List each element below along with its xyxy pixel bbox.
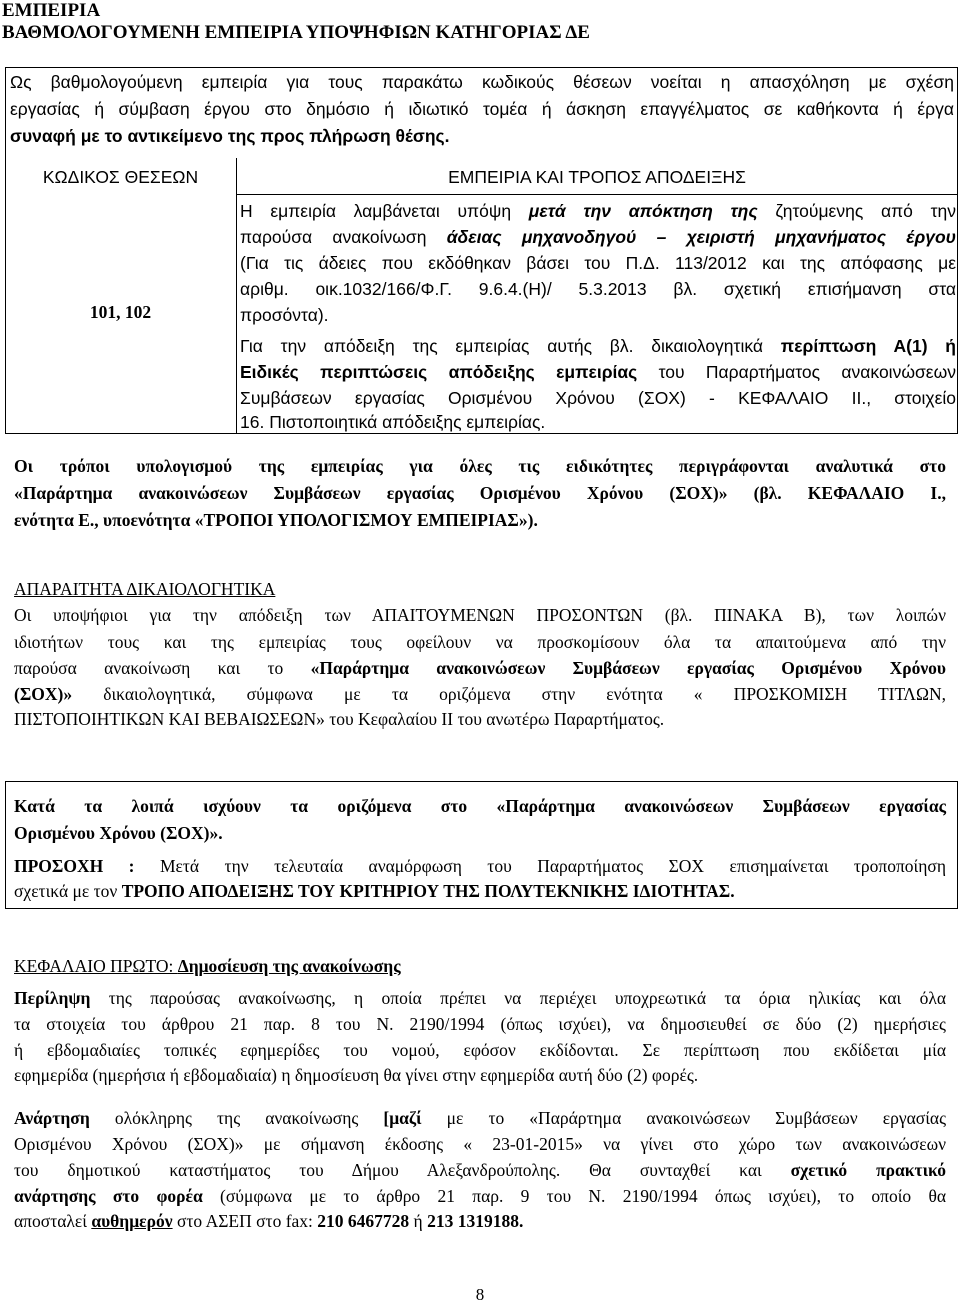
summary-line-4: εφημερίδα (ημερήσια ή εβδομαδιαία) η δημοσίευση θα γίνει στην εφημερίδα αυτή δύο (2) φορές. — [14, 1065, 699, 1085]
section-subtitle: ΒΑΘΜΟΛΟΓΟΥΜΕΝΗ ΕΜΠΕΙΡΙΑ ΥΠΟΨΗΦΙΩΝ ΚΑΤΗΓΟΡΙΑΣ ΔΕ — [2, 22, 590, 43]
experience-p2-line-3: Συμβάσεων εργασίας Ορισμένου Χρόνου (ΣΟΧ) - ΚΕΦΑΛΑΙΟ ΙΙ., στοιχείο — [240, 388, 956, 408]
experience-p1-line-5: προσόντα). — [240, 305, 329, 325]
summary-line-2: τα στοιχεία του άρθρου 21 παρ. 8 του Ν. 2190/1994 (όπως ισχύει), να δημοσιευθεί σε δύο (2) ημερήσιες — [14, 1014, 946, 1034]
experience-p2-line-4: 16. Πιστοποιητικά απόδειξης εμπειρίας. — [240, 412, 546, 432]
table-header-codes: ΚΩΔΙΚΟΣ ΘΕΣΕΩΝ — [42, 167, 199, 187]
experience-p1-line-1: Η εμπειρία λαμβάνεται υπόψη μετά την απόκτηση της ζητούμενης από την — [240, 201, 957, 221]
summary-line-3: ή εβδομαδιαίες τοπικές εφημερίδες του νομού, εφόσον εκδίδονται. Σε περίπτωση που εκδίδεται μία — [14, 1040, 946, 1060]
intro-line-1: Ως βαθμολογούμενη εμπειρία για τους παρακάτω κωδικούς θέσεων νοείται η απασχόληση με σχέση — [10, 72, 954, 92]
required-line-4: (ΣΟΧ)» δικαιολογητικά, σύμφωνα με τα οριζόμενα στην ενότητα « ΠΡΟΣΚΟΜΙΣΗ ΤΙΤΛΩΝ, — [14, 684, 946, 704]
position-codes: 101, 102 — [89, 302, 152, 322]
posting-line-1: Ανάρτηση ολόκληρης της ανακοίνωσης [μαζί με το «Παράρτημα ανακοινώσεων Συμβάσεων εργασίας — [14, 1108, 946, 1128]
notice-line-2: Ορισμένου Χρόνου (ΣΟΧ)». — [14, 823, 223, 843]
table-header-divider — [236, 194, 958, 195]
experience-p1-line-4: αριθμ. οικ.1032/166/Φ.Γ. 9.6.4.(Η)/ 5.3.2013 βλ. σχετική επισήμανση στα — [240, 279, 956, 299]
required-line-5: ΠΙΣΤΟΠΟΙΗΤΙΚΩΝ ΚΑΙ ΒΕΒΑΙΩΣΕΩΝ» του Κεφαλαίου ΙΙ του ανωτέρω Παραρτήματος. — [14, 709, 665, 729]
section-title: ΕΜΠΕΙΡΙΑ — [2, 0, 101, 21]
required-docs-heading: ΑΠΑΡΑΙΤΗΤΑ ΔΙΚΑΙΟΛΟΓΗΤΙΚΑ — [14, 579, 276, 599]
experience-p1-line-2: παρούσα ανακοίνωση άδειας μηχανοδηγού – χειριστή μηχανήματος έργου — [240, 227, 956, 247]
chapter-heading: ΚΕΦΑΛΑΙΟ ΠΡΩΤΟ: Δημοσίευση της ανακοίνωσης — [14, 956, 401, 976]
methods-line-1: Οι τρόποι υπολογισμού της εμπειρίας για όλες τις ειδικότητες περιγράφονται αναλυτικά στο — [14, 456, 946, 476]
page-number: 8 — [475, 1285, 485, 1304]
methods-line-3: ενότητα Ε., υποενότητα «ΤΡΟΠΟΙ ΥΠΟΛΟΓΙΣΜΟΥ ΕΜΠΕΙΡΙΑΣ»). — [14, 510, 538, 530]
posting-line-5: αποσταλεί αυθημερόν στο ΑΣΕΠ στο fax: 210 6467728 ή 213 1319188. — [14, 1211, 524, 1231]
experience-p2-line-1: Για την απόδειξη της εμπειρίας αυτής βλ. δικαιολογητικά περίπτωση Α(1) ή — [240, 336, 956, 356]
experience-p1-line-3: (Για τις άδειες που εκδόθηκαν βάσει του Π.Δ. 113/2012 και της απόφασης με — [240, 253, 956, 273]
notice-line-4: σχετικά με τον ΤΡΟΠΟ ΑΠΟΔΕΙΞΗΣ ΤΟΥ ΚΡΙΤΗΡΙΟΥ ΤΗΣ ΠΟΛΥΤΕΚΝΙΚΗΣ ΙΔΙΟΤΗΤΑΣ. — [14, 881, 735, 901]
intro-line-2: εργασίας ή σύμβαση έργου στο δημόσιο ή ιδιωτικό τομέα ή άσκηση επαγγέλματος σε καθήκοντα ή έργα — [10, 99, 954, 119]
required-line-3: παρούσα ανακοίνωση και το «Παράρτημα ανακοινώσεων Συμβάσεων εργασίας Ορισμένου Χρόνου — [14, 658, 946, 678]
notice-line-1: Κατά τα λοιπά ισχύουν τα οριζόμενα στο «Παράρτημα ανακοινώσεων Συμβάσεων εργασίας — [14, 796, 946, 816]
table-header-experience: ΕΜΠΕΙΡΙΑ ΚΑΙ ΤΡΟΠΟΣ ΑΠΟΔΕΙΞΗΣ — [448, 167, 746, 187]
methods-line-2: «Παράρτημα ανακοινώσεων Συμβάσεων εργασίας Ορισμένου Χρόνου (ΣΟΧ)» (βλ. ΚΕΦΑΛΑΙΟ Ι., — [14, 483, 946, 503]
notice-line-3: ΠΡΟΣΟΧΗ : Μετά την τελευταία αναμόρφωση του Παραρτήματος ΣΟΧ επισημαίνεται τροποποίηση — [14, 856, 946, 876]
required-line-1: Οι υποψήφιοι για την απόδειξη των ΑΠΑΙΤΟΥΜΕΝΩΝ ΠΡΟΣΟΝΤΩΝ (βλ. ΠΙΝΑΚΑ Β), των λοιπών — [14, 605, 946, 625]
posting-line-2: Ορισμένου Χρόνου (ΣΟΧ)» με σήμανση έκδοσης « 23-01-2015» να γίνει στο χώρο των ανακοινώσεων — [14, 1134, 946, 1154]
intro-line-3: συναφή με το αντικείμενο της προς πλήρωση θέσης. — [10, 126, 450, 146]
required-line-2: ιδιοτήτων τους και της εμπειρίας τους οφείλουν να προσκομίσουν όλα τα απαιτούμενα από την — [14, 632, 946, 652]
experience-p2-line-2: Ειδικές περιπτώσεις απόδειξης εμπειρίας του Παραρτήματος ανακοινώσεων — [240, 362, 957, 382]
posting-line-3: του δημοτικού καταστήματος του Δήμου Αλεξανδρούπολης. Θα συνταχθεί και σχετικό πρακτικό — [14, 1160, 946, 1180]
posting-line-4: ανάρτησης στο φορέα (σύμφωνα με το άρθρο 21 παρ. 9 του Ν. 2190/1994 όπως ισχύει), το οποίο θα — [14, 1186, 946, 1206]
summary-line-1: Περίληψη της παρούσας ανακοίνωσης, η οποία πρέπει να περιέχει υποχρεωτικά τα όρια ηλικίας και όλα — [14, 988, 946, 1008]
table-column-divider — [236, 158, 237, 434]
